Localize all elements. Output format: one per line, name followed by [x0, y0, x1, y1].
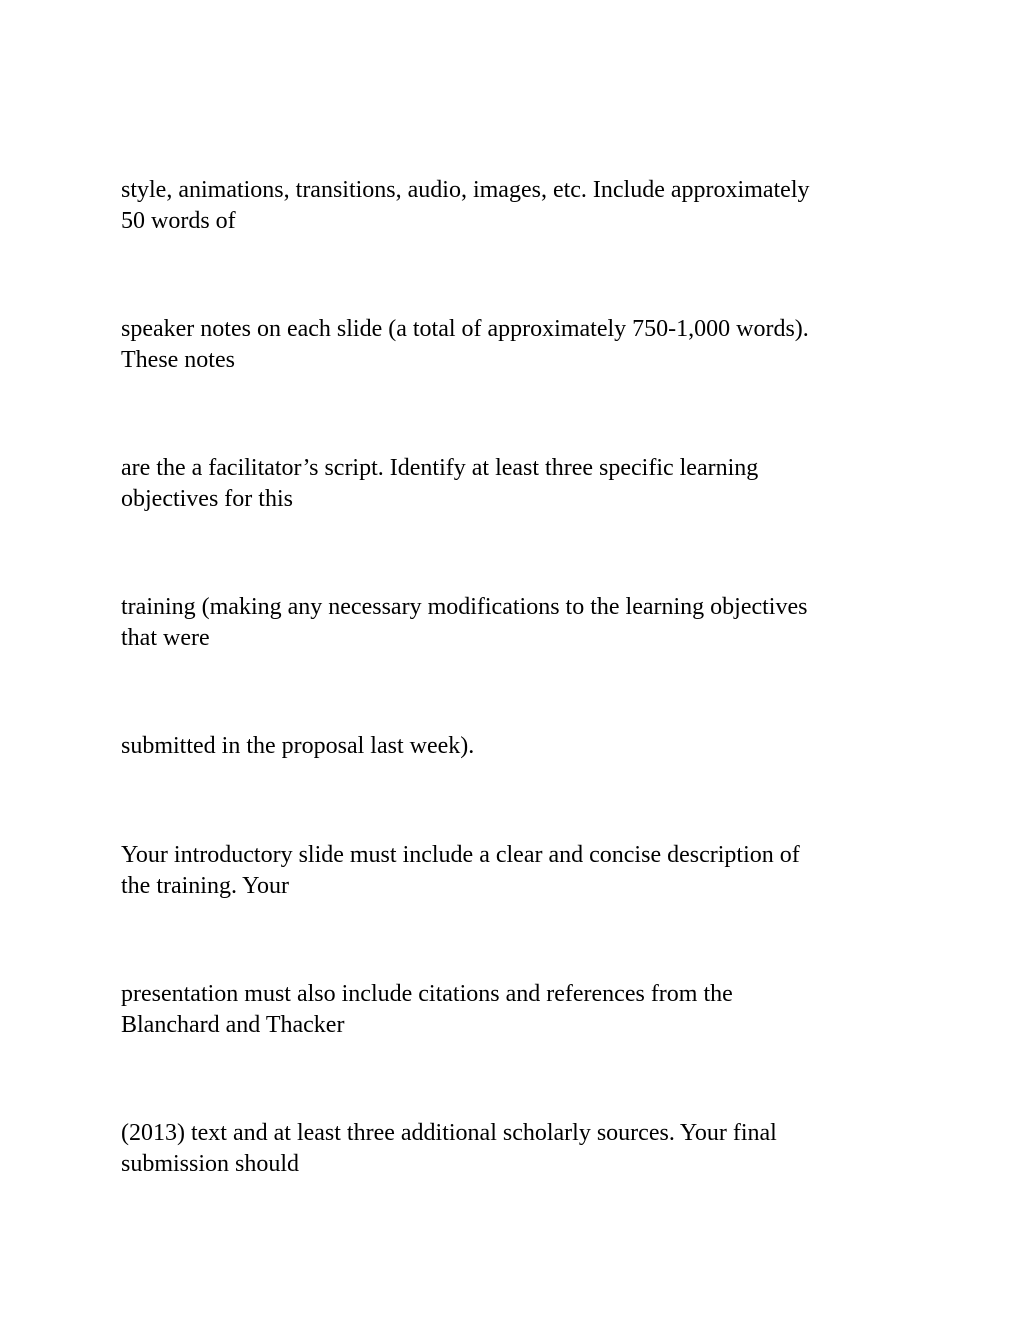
paragraph-line: objectives for this — [121, 486, 293, 512]
paragraph-6 — [121, 840, 911, 902]
paragraph-1 — [121, 175, 911, 237]
paragraph-5 — [121, 731, 911, 762]
paragraph-line: training (making any necessary modifications to the learning objectives — [121, 594, 808, 620]
paragraph-3 — [121, 453, 911, 515]
paragraph-line: submission should — [121, 1151, 300, 1177]
paragraph-line: speaker notes on each slide (a total of approximately 750-1,000 words). — [121, 316, 809, 342]
paragraph-line: style, animations, transitions, audio, images, etc. Include approximately — [121, 177, 810, 203]
paragraph-line: presentation must also include citations and references from the — [121, 981, 733, 1007]
paragraph-line: that were — [121, 625, 210, 651]
paragraph-2 — [121, 314, 911, 376]
paragraph-line: These notes — [121, 347, 235, 373]
paragraph-line: Your introductory slide must include a clear and concise description of — [121, 842, 800, 868]
paragraph-8 — [121, 1118, 911, 1180]
paragraph-line: are the a facilitator’s script. Identify at least three specific learning — [121, 455, 759, 481]
paragraph-line: Blanchard and Thacker — [121, 1012, 345, 1038]
paragraph-line: (2013) text and at least three additional scholarly sources. Your final — [121, 1120, 777, 1146]
paragraph-line: 50 words of — [121, 208, 236, 234]
paragraph-line: submitted in the proposal last week). — [121, 733, 475, 759]
paragraph-line: the training. Your — [121, 873, 289, 899]
paragraph-4 — [121, 592, 911, 654]
paragraph-7 — [121, 979, 911, 1041]
